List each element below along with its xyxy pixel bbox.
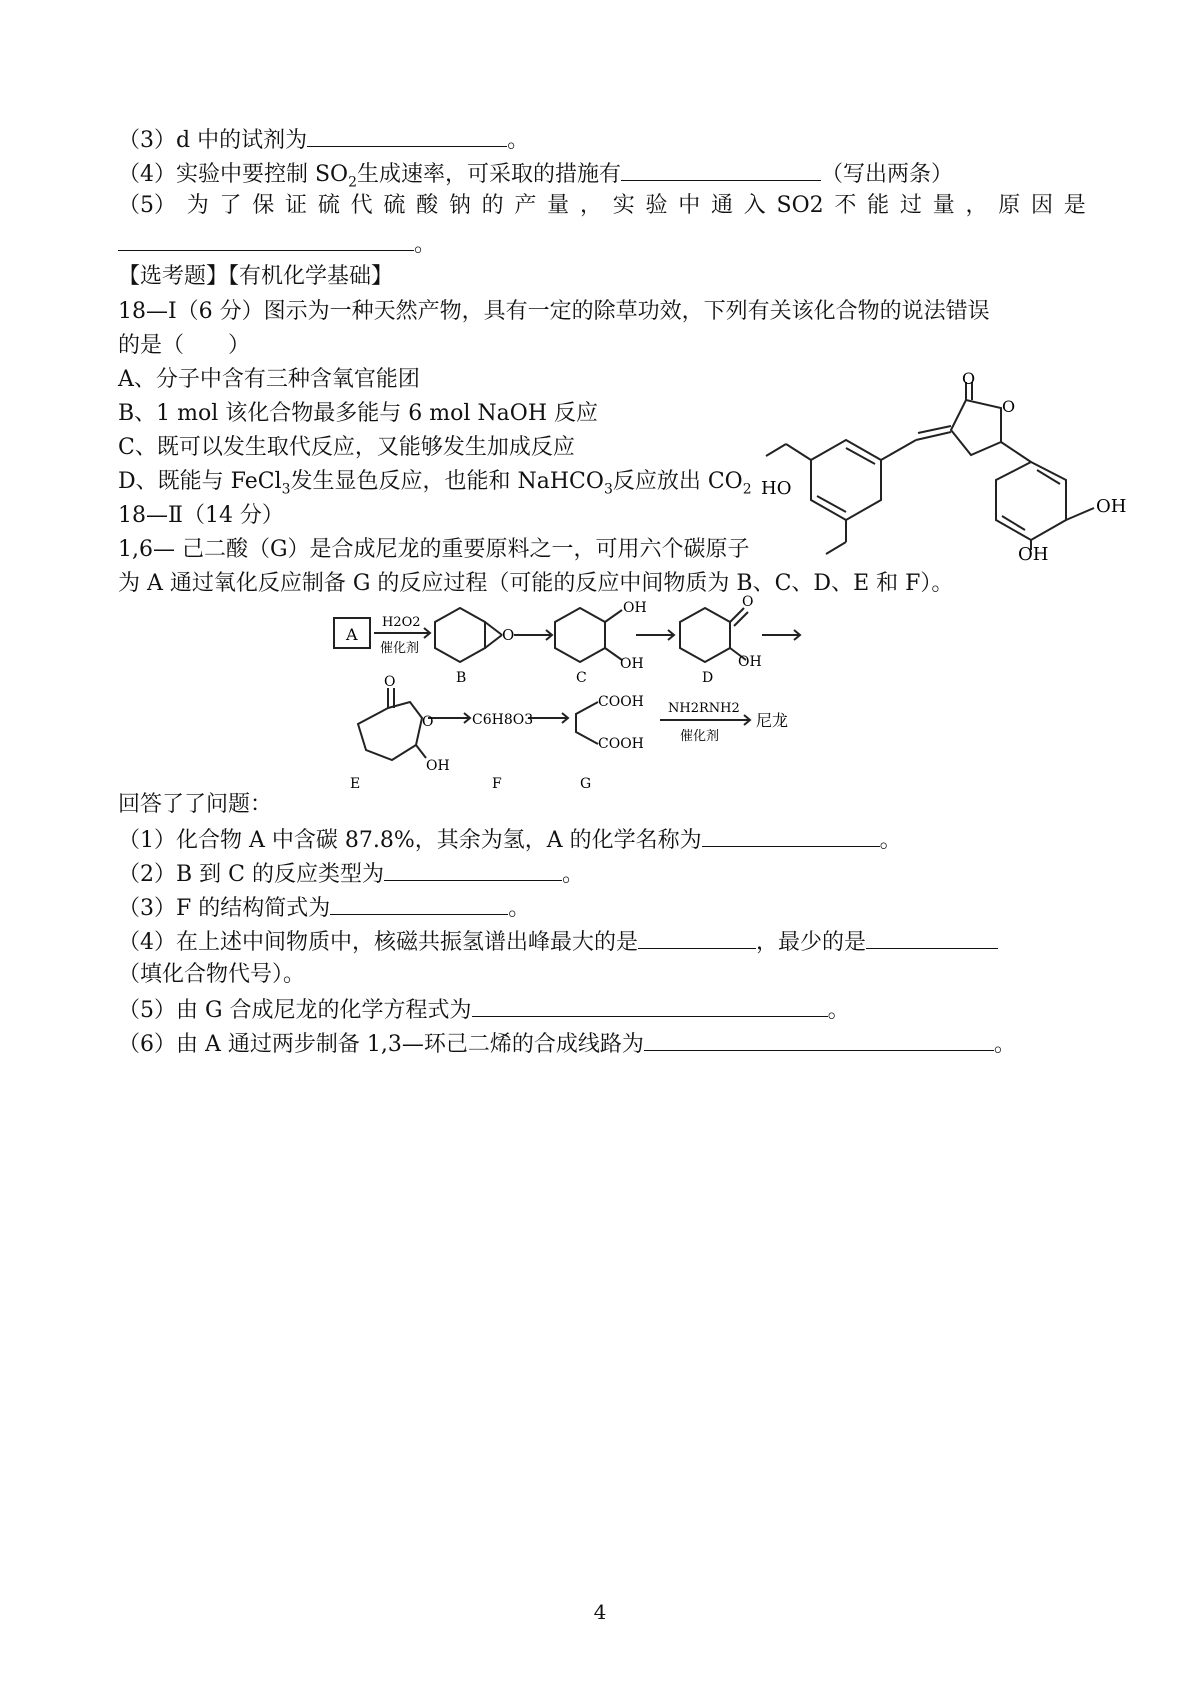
option-b[interactable]: B、1 mol 该化合物最多能与 6 mol NaOH 反应: [118, 401, 598, 426]
oh-label: OH: [1096, 496, 1127, 517]
q5-char: 的: [481, 193, 504, 218]
q2-text: （2）B 到 C 的反应类型为: [118, 862, 384, 887]
q18-1-stem-line1: 18—Ⅰ（6 分）图示为一种天然产物，具有一定的除草功效，下列有关该化合物的说法错误: [118, 299, 990, 324]
q3-end: 。: [507, 128, 530, 153]
q5-char: 硫: [317, 193, 340, 218]
q5-char: 保: [252, 193, 275, 218]
answer-blank[interactable]: [330, 892, 508, 915]
question-5-line2: [118, 228, 436, 260]
ring-o-label: O: [1002, 397, 1016, 416]
q5-char: 是: [1063, 193, 1086, 218]
reagent-h2o2: H2O2: [382, 615, 421, 630]
q5-char: ，: [579, 193, 602, 218]
option-a[interactable]: A、分子中含有三种含氧官能团: [118, 367, 420, 392]
q5-char: 能: [867, 193, 890, 218]
q4-text: （4）在上述中间物质中，核磁共振氢谱出峰最大的是: [118, 930, 638, 955]
option-c[interactable]: C、既可以发生取代反应，又能够发生加成反应: [118, 435, 575, 460]
q18-2-question-2: [118, 858, 584, 890]
option-d-text: 反应放出 CO: [612, 469, 743, 494]
q5-char: 硫: [383, 193, 406, 218]
answer-blank[interactable]: [702, 824, 880, 847]
q5-char: 中: [678, 193, 701, 218]
ho-label: HO: [761, 478, 792, 499]
carbonyl-o-label: O: [962, 369, 976, 388]
cooh-label: COOH: [598, 694, 644, 710]
q4-hint: （写出两条）: [821, 162, 954, 187]
q6-text: （6）由 A 通过两步制备 1,3—环己二烯的合成线路为: [118, 1032, 644, 1057]
epoxide-o-label: O: [502, 626, 515, 644]
question-4-so2-rate: [118, 158, 953, 190]
option-d-text: D、既能与 FeCl: [118, 469, 282, 494]
q5-char: 证: [285, 193, 308, 218]
option-d-text: 发生显色反应，也能和 NaHCO: [290, 469, 604, 494]
q5-char: 钠: [448, 193, 471, 218]
q5-char: 入: [743, 193, 766, 218]
oh-label: OH: [620, 656, 644, 672]
answer-blank[interactable]: [307, 124, 507, 147]
q18-2-question-5: [118, 994, 850, 1026]
q5-char: 通: [711, 193, 734, 218]
q5-char: 酸: [416, 193, 439, 218]
q5-end: 。: [414, 232, 437, 257]
q18-2-question-1: [118, 824, 902, 856]
q5-char: 了: [219, 193, 242, 218]
q5-char: （5）: [118, 193, 176, 218]
answer-blank[interactable]: [118, 228, 414, 251]
q1-text: （1）化合物 A 中含碳 87.8%，其余为氢，A 的化学名称为: [118, 828, 702, 853]
q2-end: 。: [561, 862, 584, 887]
reaction-scheme: [330, 590, 890, 800]
q5-char: 验: [645, 193, 668, 218]
elective-header: 【选考题】【有机化学基础】: [118, 264, 394, 289]
subscript: 3: [603, 481, 613, 498]
q3-text: （3）F 的结构简式为: [118, 896, 331, 921]
product-nylon: 尼龙: [756, 711, 789, 730]
q5-char: 不: [834, 193, 857, 218]
q3-end: 。: [508, 896, 531, 921]
q5-char: 产: [514, 193, 537, 218]
q5-char: 量: [547, 193, 570, 218]
answer-blank[interactable]: [866, 926, 998, 949]
cooh-label: COOH: [598, 736, 644, 752]
q5-char: 代: [350, 193, 373, 218]
q18-2-intro-line1: 1,6— 己二酸（G）是合成尼龙的重要原料之一，可用六个碳原子: [118, 537, 750, 562]
compound-c-label: C: [576, 670, 587, 686]
answer-blank[interactable]: [384, 858, 562, 881]
compound-g-label: G: [580, 776, 592, 792]
q5-char: 为: [186, 193, 209, 218]
q3-text: （3）d 中的试剂为: [118, 128, 308, 153]
question-3-d-reagent: [118, 124, 529, 156]
q5-char: 量: [932, 193, 955, 218]
q4-text-mid: 生成速率，可采取的措施有: [357, 162, 622, 187]
q5-char: 因: [1030, 193, 1053, 218]
q18-2-header: 18—Ⅱ（14 分）: [118, 503, 284, 528]
ring-o-label: O: [422, 714, 434, 730]
oh-label: OH: [738, 654, 762, 670]
q18-2-question-4: [118, 926, 998, 958]
q4-subscript: 2: [348, 174, 358, 191]
reagent-catalyst: 催化剂: [680, 729, 720, 744]
compound-a-label: A: [346, 625, 358, 644]
q5-char: 原: [998, 193, 1021, 218]
compound-f-formula: C6H8O3: [472, 712, 534, 728]
answer-blank[interactable]: [638, 926, 756, 949]
q5-text: （5）由 G 合成尼龙的化学方程式为: [118, 998, 472, 1023]
answer-blank[interactable]: [621, 158, 821, 181]
subscript: 2: [742, 481, 752, 498]
q4-text: （4）实验中要控制 SO: [118, 162, 349, 187]
q4-text-mid: ，最少的是: [756, 930, 867, 955]
carbonyl-o-label: O: [384, 674, 396, 690]
q1-end: 。: [879, 828, 902, 853]
answer-lead: 回答了了问题：: [118, 792, 273, 817]
natural-product-structure: [756, 369, 1156, 565]
page-number: 4: [593, 1600, 607, 1624]
compound-b-label: B: [456, 670, 467, 686]
q5-char: 过: [899, 193, 922, 218]
q5-end: 。: [827, 998, 850, 1023]
oh-label: OH: [426, 758, 450, 774]
oh-label: OH: [623, 600, 647, 616]
reagent-catalyst: 催化剂: [380, 641, 420, 656]
q18-1-stem-line2: 的是（ ）: [118, 333, 251, 358]
q5-char: ，: [965, 193, 988, 218]
q18-2-question-3: [118, 892, 530, 924]
option-d[interactable]: [118, 467, 752, 497]
answer-blank[interactable]: [644, 1028, 994, 1051]
compound-e-label: E: [350, 776, 361, 792]
q18-2-question-4-cont: （填化合物代号）。: [118, 962, 306, 987]
subscript: 3: [281, 481, 291, 498]
q6-end: 。: [993, 1032, 1016, 1057]
q18-2-question-6: [118, 1028, 1016, 1060]
q18-2-intro-line2: 为 A 通过氧化反应制备 G 的反应过程（可能的反应中间物质为 B、C、D、E 和 F）。: [118, 571, 954, 596]
compound-f-label: F: [492, 776, 502, 792]
reagent-diamine: NH2RNH2: [668, 701, 740, 716]
oh-label: OH: [1018, 544, 1049, 565]
q5-char: 实: [612, 193, 635, 218]
ketone-o-label: O: [742, 594, 754, 610]
answer-blank[interactable]: [472, 994, 828, 1017]
question-5-line1: [118, 191, 1086, 221]
compound-d-label: D: [702, 670, 714, 686]
q5-char: SO2: [776, 193, 824, 218]
